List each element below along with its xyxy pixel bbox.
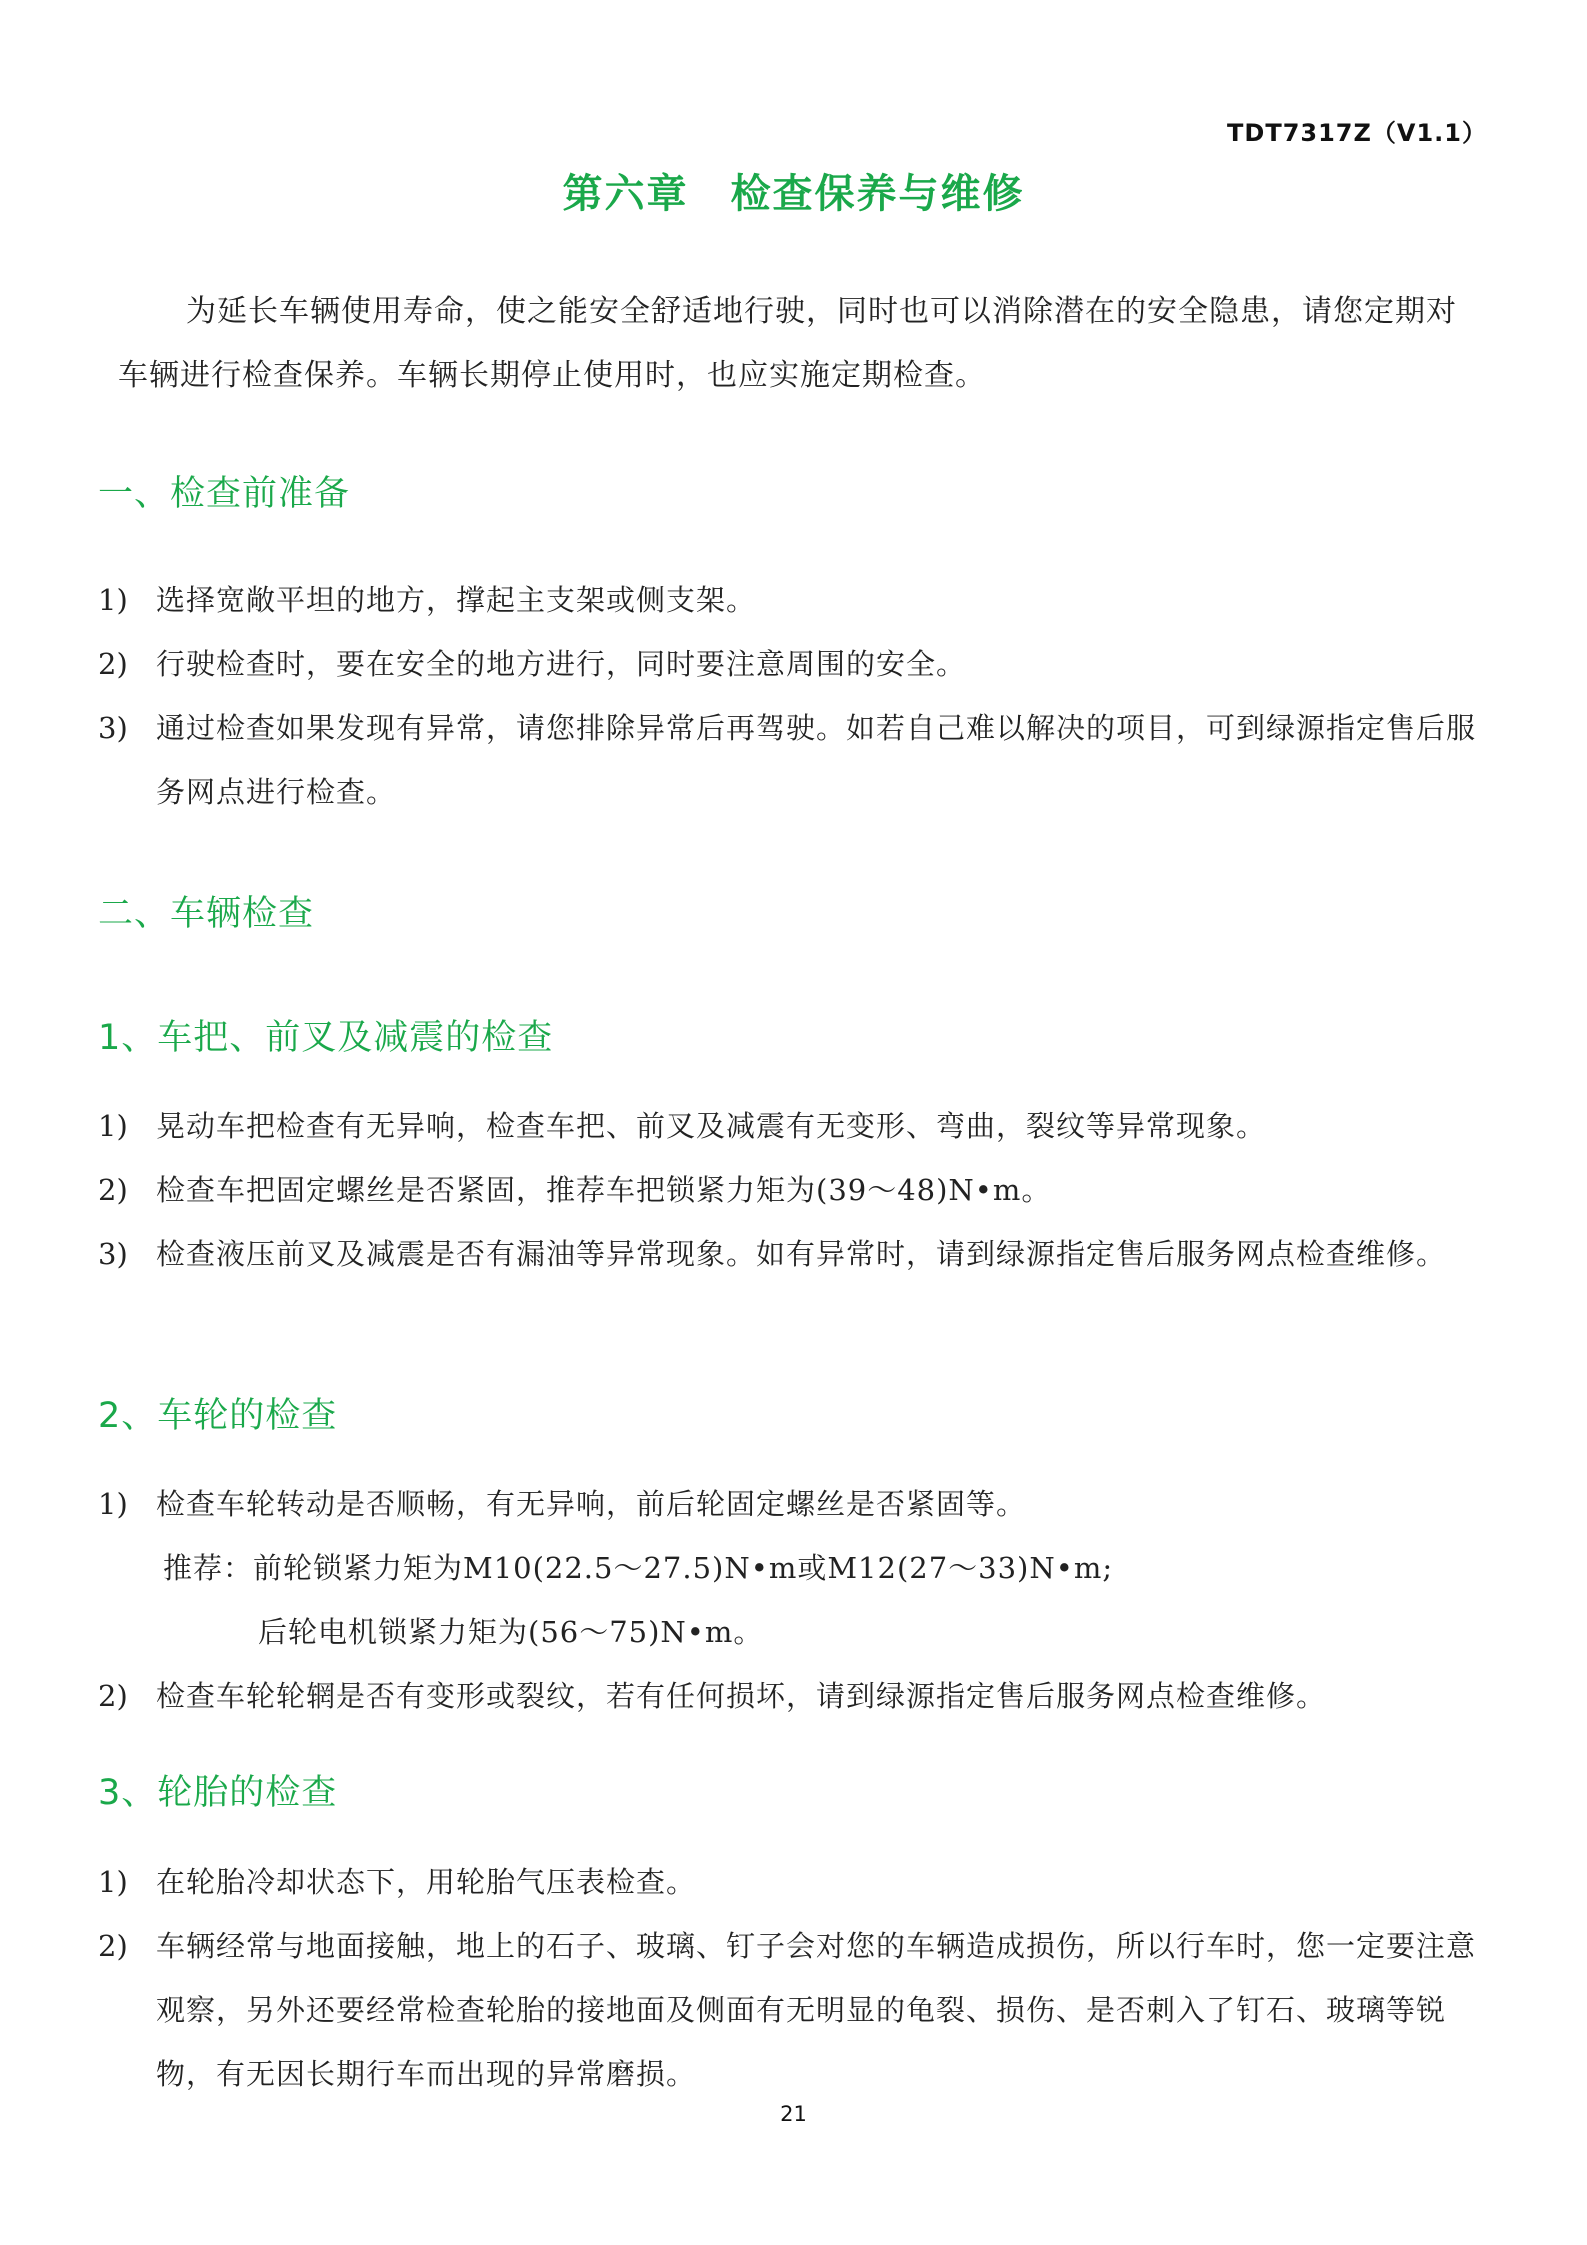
list-item-text: 检查液压前叉及减震是否有漏油等异常现象。如有异常时，请到绿源指定售后服务网点检查维修。 xyxy=(156,1237,1447,1271)
list-item-number: 2) xyxy=(98,647,128,681)
list-item-number: 3) xyxy=(98,1237,128,1271)
list-item-text: 检查车轮转动是否顺畅，有无异响，前后轮固定螺丝是否紧固等。 xyxy=(156,1487,1027,1521)
list-item xyxy=(98,568,1488,632)
list-item-text: 晃动车把检查有无异响，检查车把、前叉及减震有无变形、弯曲，裂纹等异常现象。 xyxy=(156,1109,1267,1143)
list-item-number: 1) xyxy=(98,1865,128,1899)
subsection-heading-handlebar: 1、车把、前叉及减震的检查 xyxy=(98,1018,554,1058)
section-heading-vehicle-inspection: 二、车辆检查 xyxy=(98,894,315,934)
list-item-text: 检查车把固定螺丝是否紧固，推荐车把锁紧力矩为(39～48)N•m。 xyxy=(156,1173,1052,1207)
torque-recommendation-front: 推荐：前轮锁紧力矩为M10(22.5～27.5)N•m或M12(27～33)N•m; xyxy=(163,1551,1114,1585)
list-item-number: 3) xyxy=(98,711,128,745)
section-heading-preparation: 一、检查前准备 xyxy=(98,474,351,514)
list-item xyxy=(98,1158,1488,1222)
subsection-heading-tire: 3、轮胎的检查 xyxy=(98,1773,338,1813)
list-item-text: 选择宽敞平坦的地方，撑起主支架或侧支架。 xyxy=(156,583,757,617)
list-item xyxy=(98,696,1488,824)
list-item xyxy=(98,1664,1488,1728)
subsection-heading-wheel: 2、车轮的检查 xyxy=(98,1396,338,1436)
list-item xyxy=(98,1222,1488,1286)
torque-recommendation-rear: 后轮电机锁紧力矩为(56～75)N•m。 xyxy=(258,1615,764,1649)
list-item xyxy=(98,1914,1488,2106)
list-item xyxy=(98,1850,1488,1914)
list-item-text: 通过检查如果发现有异常，请您排除异常后再驾驶。如若自己难以解决的项目，可到绿源指定售后服务网点进行检查。 xyxy=(156,711,1477,809)
list-item-number: 1) xyxy=(98,1487,128,1521)
list-item-text: 车辆经常与地面接触，地上的石子、玻璃、钉子会对您的车辆造成损伤，所以行车时，您一定要注意观察，另外还要经常检查轮胎的接地面及侧面有无明显的龟裂、损伤、是否刺入了钉石、玻璃等锐物，有无因长期行车而出现的异常磨损。 xyxy=(156,1929,1477,2091)
list-item-text: 检查车轮轮辋是否有变形或裂纹，若有任何损坏，请到绿源指定售后服务网点检查维修。 xyxy=(156,1679,1327,1713)
list-item-number: 2) xyxy=(98,1679,128,1713)
list-item-number: 2) xyxy=(98,1929,128,1963)
list-item xyxy=(98,632,1488,696)
page-number: 21 xyxy=(780,2102,807,2126)
list-item xyxy=(98,1472,1488,1536)
document-id: TDT7317Z（V1.1） xyxy=(1227,119,1487,147)
list-item-number: 1) xyxy=(98,583,128,617)
list-item xyxy=(98,1094,1488,1158)
list-item-text: 在轮胎冷却状态下，用轮胎气压表检查。 xyxy=(156,1865,697,1899)
chapter-title: 第六章 检查保养与维修 xyxy=(562,171,1025,217)
list-item-text: 行驶检查时，要在安全的地方进行，同时要注意周围的安全。 xyxy=(156,647,967,681)
list-item-number: 2) xyxy=(98,1173,128,1207)
list-item-number: 1) xyxy=(98,1109,128,1143)
intro-paragraph: 为延长车辆使用寿命，使之能安全舒适地行驶，同时也可以消除潜在的安全隐患，请您定期对车辆进行检查保养。车辆长期停止使用时，也应实施定期检查。 xyxy=(118,294,1457,393)
